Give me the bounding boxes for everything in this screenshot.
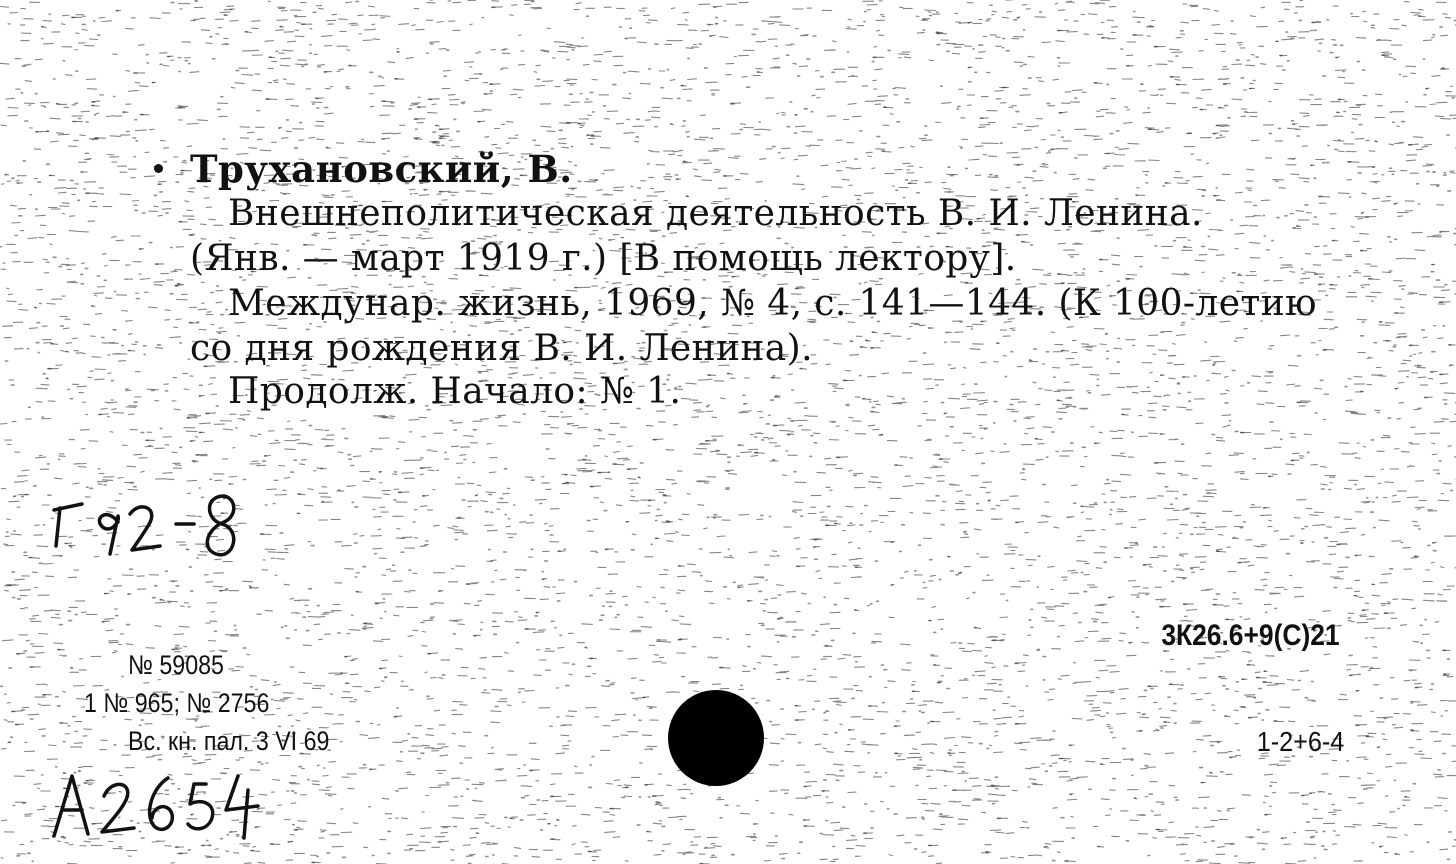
punch-hole	[668, 690, 764, 786]
classification-index: 3К26.6+9(С)21	[1161, 619, 1340, 652]
author-name: Трухановский, В.	[190, 147, 573, 191]
bullet-mark	[154, 164, 163, 173]
handwritten-inventory-number	[48, 766, 268, 846]
handwritten-shelf-mark	[48, 488, 248, 578]
source-line-1: Междунар. жизнь, 1969, № 4, с. 141—144. (К 100-летию	[228, 283, 1317, 324]
title-line-1: Внешнеполитическая деятельность В. И. Ленина.	[228, 193, 1203, 234]
references: 1 № 965; № 2756	[84, 688, 270, 718]
continuation-note: Продолж. Начало: № 1.	[228, 371, 682, 412]
distribution-code: 1-2+6-4	[1256, 726, 1344, 757]
source-line-2: со дня рождения В. И. Ленина).	[190, 328, 813, 369]
record-number: № 59085	[128, 650, 224, 680]
title-line-2: (Янв. — март 1919 г.) [В помощь лектору].	[190, 238, 1017, 279]
received-note: Вс. кн. пал. 3 VI 69	[128, 726, 330, 756]
